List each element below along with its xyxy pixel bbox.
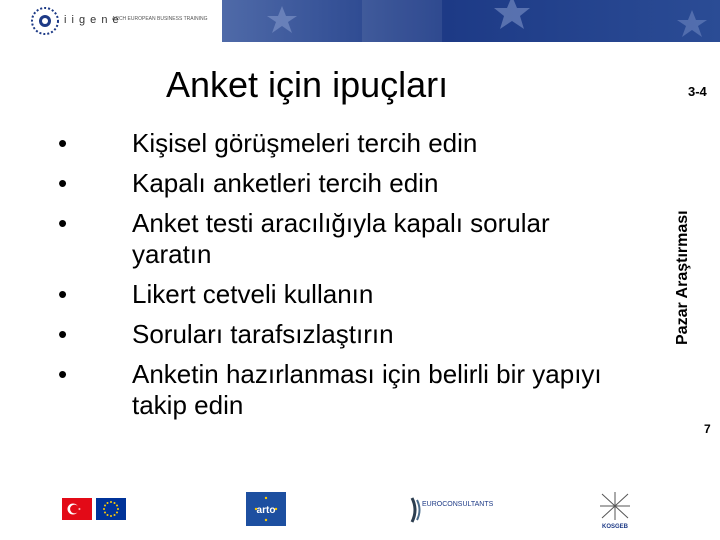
- kosgeb-logo-icon: [598, 490, 632, 530]
- logo-text: i i g e n e: [64, 14, 120, 26]
- arto-logo-icon: [246, 492, 286, 526]
- bullet-text: Kişisel görüşmeleri tercih edin: [132, 128, 478, 158]
- bullet-item: [58, 359, 618, 421]
- eu-flag-icon: [96, 498, 126, 520]
- bullet-item: [58, 319, 618, 350]
- slide-number: 3-4: [688, 84, 707, 99]
- bullet-text: Anket testi aracılığıyla kapalı sorular yaratın: [132, 208, 550, 269]
- arto-text: arto: [256, 505, 276, 516]
- euroconsultants-logo-icon: [408, 492, 494, 528]
- bullet-dot: •: [58, 168, 68, 198]
- bullet-text: Anketin hazırlanması için belirli bir yapıyı takip edin: [132, 359, 602, 420]
- bullet-item: [58, 208, 618, 270]
- bullet-text: Likert cetveli kullanın: [132, 279, 374, 309]
- bullet-dot: •: [58, 319, 68, 349]
- page-number: 7: [704, 422, 711, 436]
- bullet-item: [58, 128, 618, 159]
- bullet-text: Soruları tarafsızlaştırın: [132, 319, 394, 349]
- bullet-item: [58, 168, 618, 199]
- kosgeb-text: KOSGEB: [601, 524, 629, 530]
- bullet-dot: •: [58, 359, 68, 389]
- bullet-list: [58, 128, 618, 430]
- bullet-dot: •: [58, 208, 68, 238]
- slide-title: Anket için ipuçları: [166, 64, 449, 105]
- bullet-item: [58, 279, 618, 310]
- eu-banner: [222, 0, 720, 42]
- header-bar: [0, 0, 720, 42]
- footer-logos: [0, 488, 720, 532]
- bullet-text: Kapalı anketleri tercih edin: [132, 168, 439, 198]
- logo-subtitle: ARCH EUROPEAN BUSINESS TRAINING: [112, 16, 208, 22]
- vertical-section-label: Pazar Araştırması: [674, 210, 691, 345]
- euroconsultants-text: EUROCONSULTANTS: [422, 501, 494, 508]
- bullet-dot: •: [58, 279, 68, 309]
- sun-logo-icon: [30, 6, 60, 36]
- banner-stars-icon: [222, 0, 720, 42]
- turkish-flag-icon: [62, 498, 92, 520]
- bullet-dot: •: [58, 128, 68, 158]
